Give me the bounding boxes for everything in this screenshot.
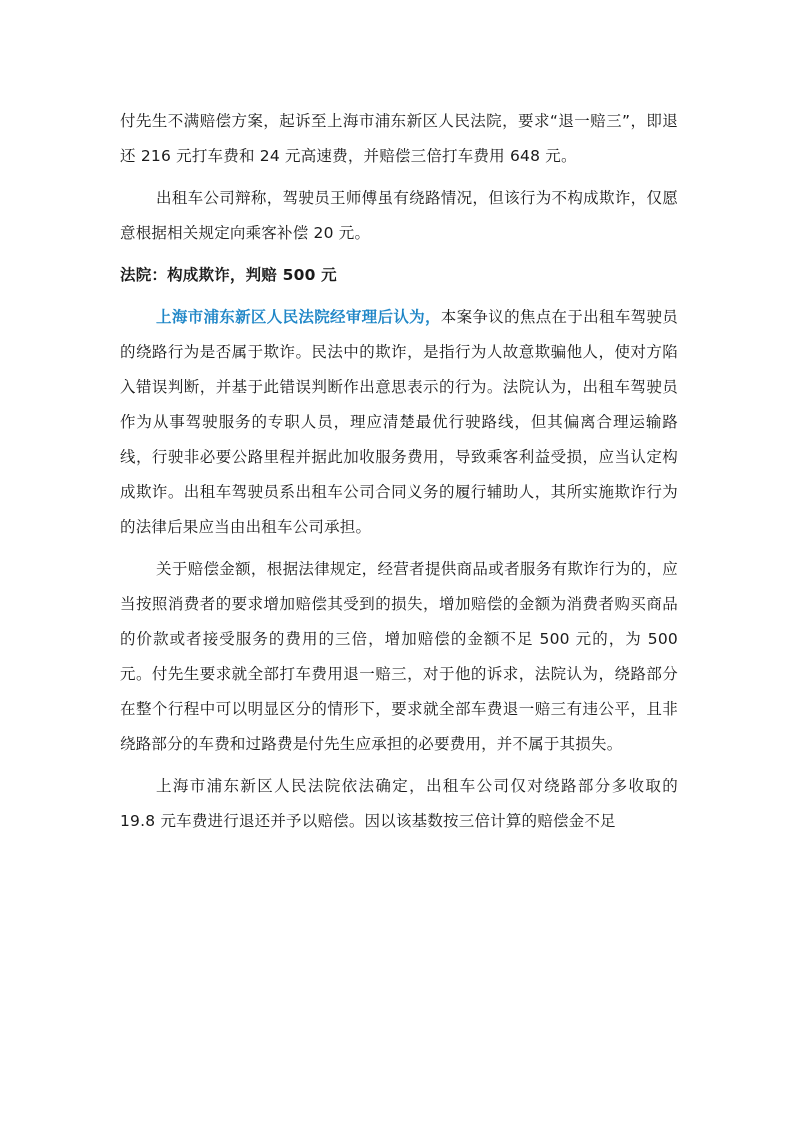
paragraph-defendant-response: 出租车公司辩称，驾驶员王师傅虽有绕路情况，但该行为不构成欺诈，仅愿意根据相关规定向乘客补偿 20 元。 [120,189,678,242]
paragraph-court-determination: 上海市浦东新区人民法院依法确定，出租车公司仅对绕路部分多收取的 19.8 元车费进行退还并予以赔偿。因以该基数按三倍计算的赔偿金不足 [120,777,678,830]
paragraph-court-opinion [120,300,678,545]
paragraph-compensation-amount: 关于赔偿金额，根据法律规定，经营者提供商品或者服务有欺诈行为的，应当按照消费者的要求增加赔偿其受到的损失，增加赔偿的金额为消费者购买商品的价款或者接受服务的费用的三倍，增加赔偿的金额不足 500 元的，为 500 元。付先生要求就全部打车费用退一赔三，对于他的诉求，法院认为，绕路部分在整个行程中可以明显区分的情形下，要求就全部车费退一赔三有违公平，且非绕路部分的车费和过路费是付先生应承担的必要费用，并不属于其损失。 [120,560,678,753]
section-heading: 法院：构成欺诈，判赔 500 元 [120,266,337,284]
article-body [120,104,678,846]
paragraph-plaintiff-claim: 付先生不满赔偿方案，起诉至上海市浦东新区人民法院，要求“退一赔三”，即退还 216 元打车费和 24 元高速费，并赔偿三倍打车费用 648 元。 [120,112,678,165]
court-opinion-highlight: 上海市浦东新区人民法院经审理后认为， [156,308,441,326]
court-opinion-text: 本案争议的焦点在于出租车驾驶员的绕路行为是否属于欺诈。民法中的欺诈，是指行为人故意欺骗他人，使对方陷入错误判断，并基于此错误判断作出意思表示的行为。法院认为，出租车驾驶员作为从事驾驶服务的专职人员，理应清楚最优行驶路线，但其偏离合理运输路线，行驶非必要公路里程并据此加收服务费用，导致乘客利益受损，应当认定构成欺诈。出租车驾驶员系出租车公司合同义务的履行辅助人，其所实施欺诈行为的法律后果应当由出租车公司承担。 [120,308,678,536]
